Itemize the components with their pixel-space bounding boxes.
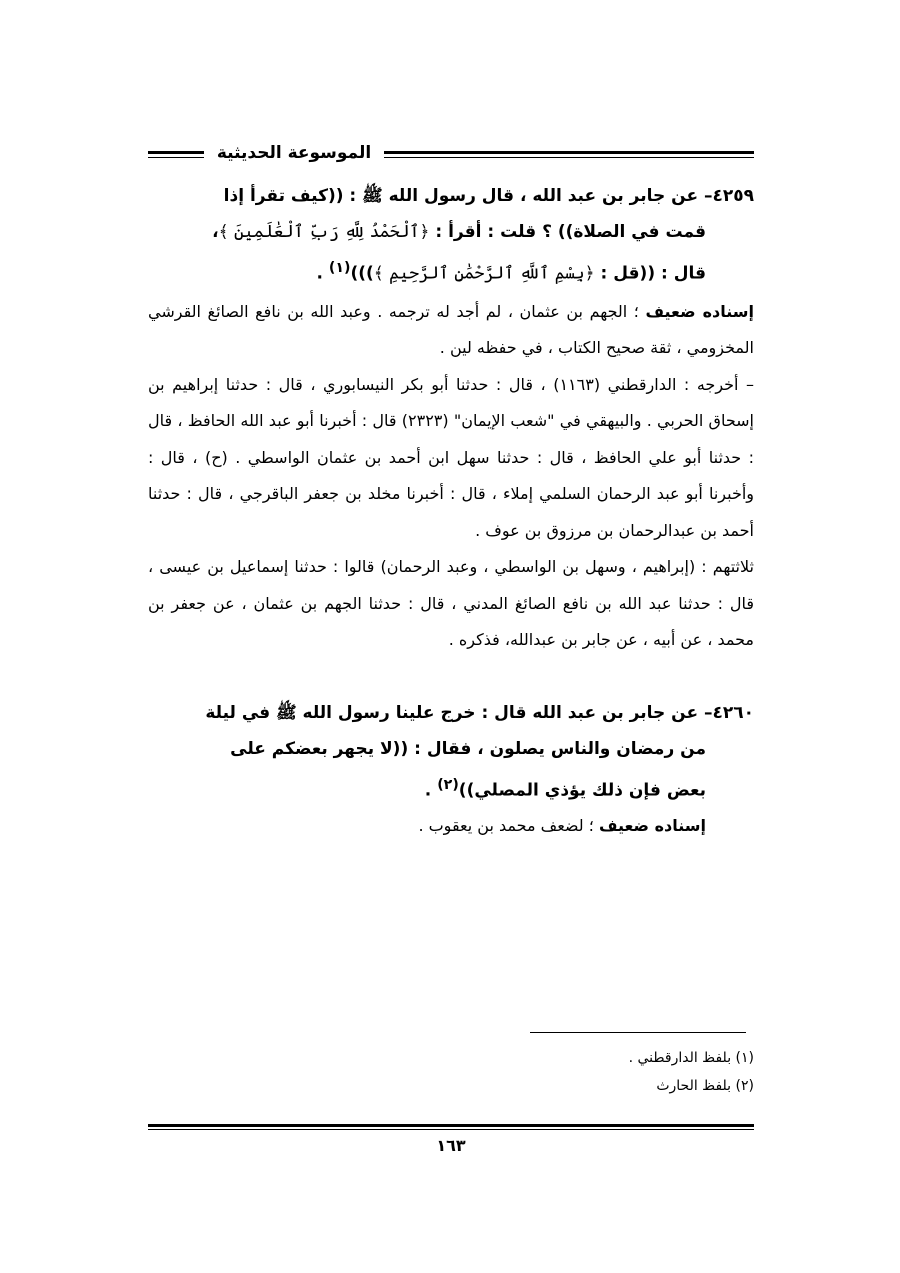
book-page xyxy=(148,140,755,1155)
footer-rule-thin xyxy=(148,1129,754,1130)
quran-verse-basmala: ﴿بِسْمِ ٱللَّهِ ٱلرَّحْمَٰنِ ٱلرَّحِيمِ ﴾ xyxy=(373,263,595,284)
takhrij-4259-p2: ثلاثتهم : (إبراهيم ، وسهل بن الواسطي ، وعبد الرحمان) قالوا : حدثنا إسماعيل بن عيسى ، قال : حدثنا عبد الله بن نافع الصائغ المدني ، قال : حدثنا الجهم بن عثمان ، عن جعفر بن محمد ، عن أبيه ، عن جابر بن عبدالله، فذكره . xyxy=(148,557,754,650)
hadith-4259-line3 xyxy=(148,250,754,292)
grading-4260-text: ؛ لضعف محمد بن يعقوب . xyxy=(418,816,599,836)
running-header xyxy=(148,140,754,170)
header-rule-right xyxy=(384,151,754,154)
footnote-ref-1[interactable]: (١) xyxy=(328,260,351,276)
header-rule-left xyxy=(148,151,204,154)
hadith-4259-line1: ٤٢٥٩– عن جابر بن عبد الله ، قال رسول الله ﷺ : ((كيف تقرأ إذا xyxy=(223,186,754,206)
footnote-separator xyxy=(530,1032,746,1033)
grading-4259 xyxy=(148,294,754,367)
grading-4260-label: إسناده ضعيف xyxy=(598,816,706,836)
hadith-4260-line3-text: بعض فإن ذلك يؤذي المصلي)) xyxy=(458,780,706,801)
quran-verse-fatiha: ﴿ٱلْحَمْدُ لِلَّهِ رَبِّ ٱلْعَٰلَمِينَ ﴾ xyxy=(218,222,430,242)
hadith-4260-line3-end: . xyxy=(424,780,438,801)
page-number: ١٦٣ xyxy=(436,1136,466,1155)
footnote-2: (٢) بلفظ الحارث xyxy=(656,1078,754,1094)
hadith-4260-line1: ٤٢٦٠– عن جابر بن عبد الله قال : خرج علينا رسول الله ﷺ في ليلة xyxy=(205,702,754,723)
header-title: الموسوعة الحديثية xyxy=(216,143,372,163)
grading-4259-text: ؛ الجهم بن عثمان ، لم أجد له ترجمه . وعبد الله بن نافع الصائغ القرشي المخزومي ، ثقة صحيح الكتاب ، في حفظه لين . xyxy=(148,301,754,358)
grading-4259-label: إسناده ضعيف xyxy=(645,301,754,321)
hadith-4260-line2: من رمضان والناس يصلون ، فقال : ((لا يجهر بعضكم على xyxy=(230,738,706,759)
grading-4260 xyxy=(148,808,754,845)
footer-rules xyxy=(148,1124,754,1130)
hadith-4259-line2 xyxy=(148,214,754,250)
hadith-4259-line3-end: . xyxy=(316,263,329,284)
footnote-1: (١) بلفظ الدارقطني . xyxy=(628,1050,754,1066)
hadith-4260 xyxy=(148,695,754,809)
hadith-4259 xyxy=(148,178,754,292)
footer-rule-thick xyxy=(148,1124,754,1127)
hadith-4259-line3-text: قال : ((قل : xyxy=(594,263,706,284)
hadith-4259-line3-close: ))) xyxy=(350,263,374,284)
hadith-4260-line3 xyxy=(148,767,754,809)
hadith-4259-line2-text: قمت في الصلاة)) ؟ قلت : أقرأ : xyxy=(429,222,706,242)
footnote-ref-2[interactable]: (٢) xyxy=(437,776,459,793)
footnotes xyxy=(354,1044,754,1100)
takhrij-4259-p1: – أخرجه : الدارقطني (١١٦٣) ، قال : حدثنا أبو بكر النيسابوري ، قال : حدثنا إبراهيم بن إسحاق الحربي . والبيهقي في "شعب الإيمان" (٢٣٢٣) قال : أخبرنا أبو عبد الله الحافظ ، قال : حدثنا أبو علي الحافظ ، قال : حدثنا سهل ابن أحمد بن عثمان الواسطي . (ح) ، قال : وأخبرنا أبو عبد الرحمان السلمي إملاء ، قال : أخبرنا مخلد بن جعفر الباقرجي ، قال : حدثنا أحمد بن عبدالرحمان بن مرزوق بن عوف . xyxy=(148,374,755,540)
hadith-4259-line2-comma: ، xyxy=(212,222,219,242)
